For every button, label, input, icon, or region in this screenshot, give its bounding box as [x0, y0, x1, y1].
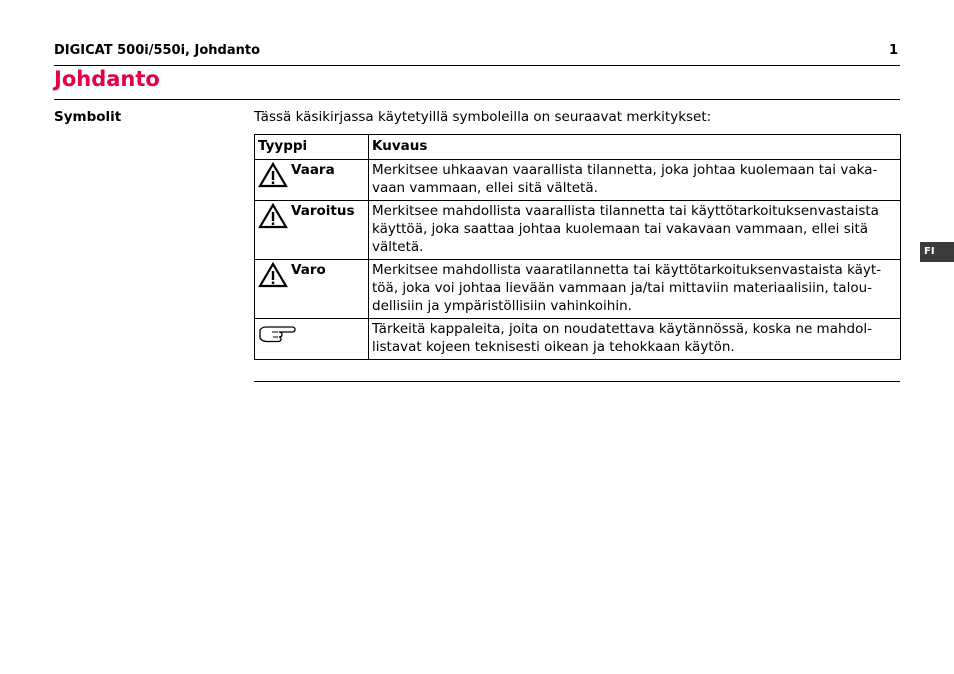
chapter-title: Johdanto	[54, 67, 160, 91]
table-row	[255, 319, 901, 360]
type-cell	[255, 201, 369, 260]
type-cell	[255, 160, 369, 201]
table-bottom-divider	[254, 381, 900, 382]
table-row	[255, 260, 901, 319]
section-label: Symbolit	[54, 109, 122, 125]
section-intro: Tässä käsikirjassa käytetyillä symboleilla on seuraavat merkitykset:	[254, 109, 712, 125]
language-tab: FI	[920, 242, 954, 262]
warning-triangle-icon	[258, 262, 288, 293]
description-line: käyttöä, joka saattaa johtaa kuolemaan tai vakavaan vammaan, ellei sitä	[372, 221, 869, 237]
column-header-description: Kuvaus	[369, 135, 901, 160]
table-row	[255, 160, 901, 201]
description-line: dellisiin ja ympäristöllisiin vahinkoihin.	[372, 298, 632, 314]
description-cell	[369, 201, 901, 260]
column-header-type: Tyyppi	[255, 135, 369, 160]
description-line: Merkitsee uhkaavan vaarallista tilannetta, joka johtaa kuolemaan tai vaka-	[372, 162, 878, 178]
table-row	[255, 201, 901, 260]
symbols-table	[254, 134, 901, 360]
page-number: 1	[888, 43, 898, 58]
pointing-hand-icon	[258, 322, 298, 349]
description-line: listavat kojeen teknisesti oikean ja tehokkaan käytön.	[372, 339, 735, 355]
description-line: vältetä.	[372, 239, 424, 255]
description-line: Merkitsee mahdollista vaarallista tilannetta tai käyttötarkoituksenvastaista	[372, 203, 879, 219]
chapter-divider	[54, 99, 900, 100]
warning-triangle-icon	[258, 203, 288, 234]
running-header-title: DIGICAT 500i/550i, Johdanto	[54, 43, 261, 58]
description-line: Merkitsee mahdollista vaaratilannetta tai käyttötarkoituksenvastaista käyt-	[372, 262, 882, 278]
type-cell	[255, 260, 369, 319]
header-divider	[54, 65, 900, 66]
type-label: Vaara	[291, 162, 335, 178]
type-cell	[255, 319, 369, 360]
description-line: Tärkeitä kappaleita, joita on noudatettava käytännössä, koska ne mahdol-	[372, 321, 872, 337]
warning-triangle-icon	[258, 162, 288, 193]
description-cell	[369, 319, 901, 360]
table-header-row	[255, 135, 901, 160]
type-label: Varo	[291, 262, 326, 278]
description-line: vaan vammaan, ellei sitä vältetä.	[372, 180, 598, 196]
description-cell	[369, 160, 901, 201]
description-cell	[369, 260, 901, 319]
description-line: töä, joka voi johtaa lievään vammaan ja/tai mittaviin materiaalisiin, talou-	[372, 280, 873, 296]
type-label: Varoitus	[291, 203, 355, 219]
